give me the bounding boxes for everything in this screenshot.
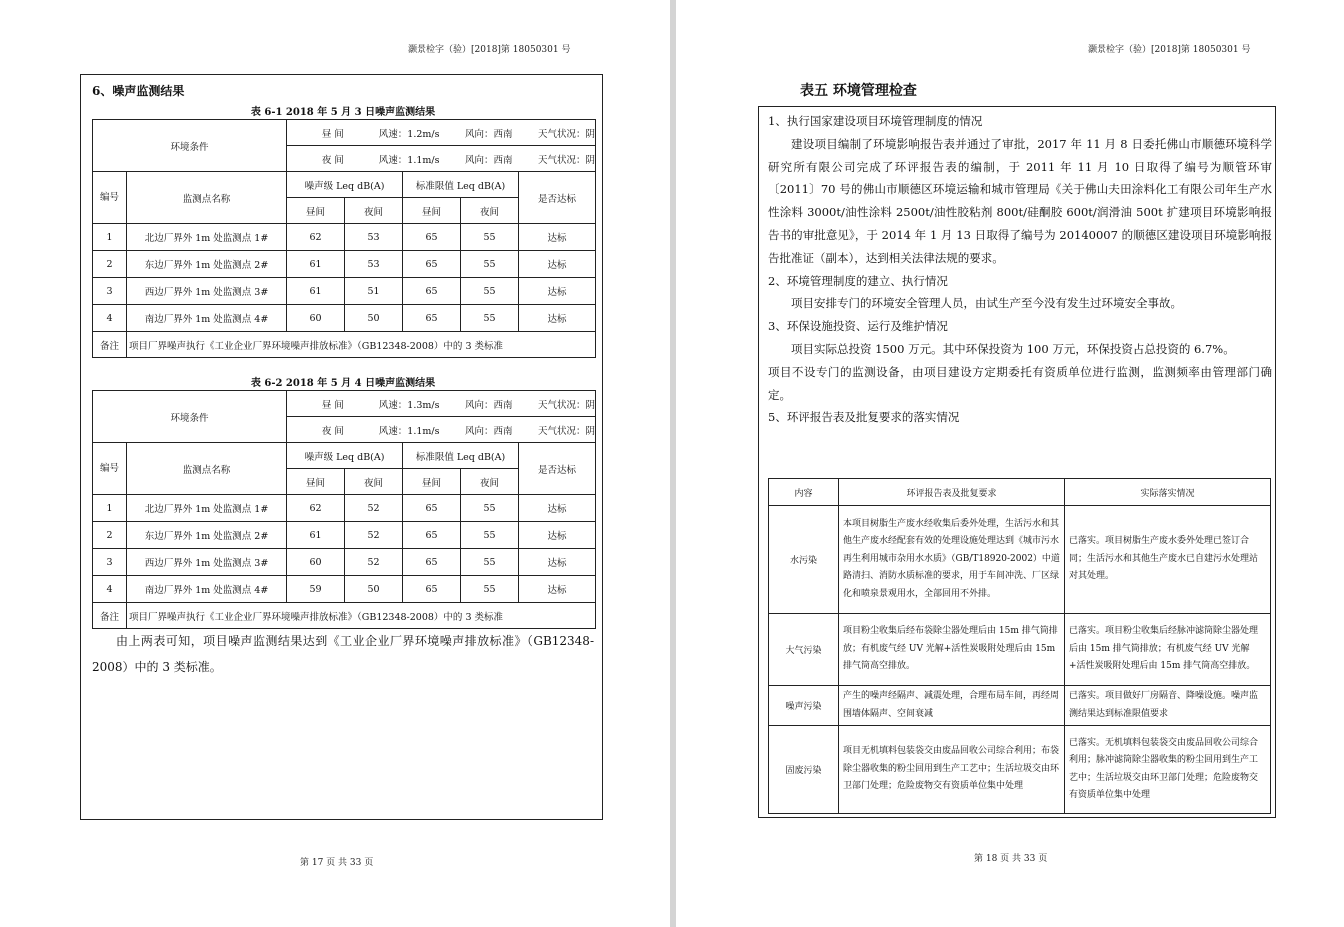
row-item: 水污染 <box>769 506 839 614</box>
col-header-night: 夜间 <box>461 198 519 224</box>
row-no: 4 <box>93 576 127 603</box>
env-requirements-table <box>768 478 1271 814</box>
env-wind-speed: 风速：1.2m/s <box>378 128 440 140</box>
table-row <box>769 614 1271 686</box>
row-night: 52 <box>345 522 403 549</box>
env-wind-speed: 风速：1.3m/s <box>378 399 440 411</box>
note-label: 备注 <box>93 332 127 358</box>
row-limit-day: 65 <box>403 549 461 576</box>
table-row <box>769 686 1271 726</box>
row-day: 60 <box>287 549 345 576</box>
doc-number: 灏景检字（验）[2018]第 18050301 号 <box>408 45 571 55</box>
row-night: 52 <box>345 495 403 522</box>
note-text: 项目厂界噪声执行《工业企业厂界环境噪声排放标准》（GB12348-2008）中的 3 类标准 <box>127 332 596 358</box>
section-title: 6、噪声监测结果 <box>92 84 185 98</box>
s2-body: 项目安排专门的环境安全管理人员，由试生产至今没有发生过环境安全事故。 <box>791 296 1182 311</box>
s1-heading: 1、执行国家建设项目环境管理制度的情况 <box>768 114 983 128</box>
env-period: 夜 间 <box>321 425 344 437</box>
row-actual: 已落实。无机填料包装袋交由废品回收公司综合利用；脉冲滤筒除尘器收集的粉尘回用到生产工艺中；生活垃圾交由环卫部门处理；危险废物交有资质单位集中处理 <box>1065 726 1271 814</box>
s5-heading: 5、环评报告表及批复要求的落实情况 <box>768 410 960 425</box>
col-header-requirement: 环评报告表及批复要求 <box>839 479 1065 506</box>
table-row <box>769 726 1271 814</box>
row-night: 51 <box>345 278 403 305</box>
row-result: 达标 <box>519 251 596 278</box>
row-point: 东边厂界外 1m 处监测点 2# <box>127 522 287 549</box>
col-header-day: 昼间 <box>403 469 461 495</box>
s1-body: 建设项目编制了环境影响报告表并通过了审批，2017 年 11 月 8 日委托佛山市顺德环境科学研究所有限公司完成了环评报告表的编制，于 2011 年 11 月 10 日取得了编号为顺管环审〔2011〕70 号的佛山市顺德区环境运输和城市管理局《关于佛山夫田涂料化工有限公司年生产水性涂料 3000t/油性涂料 2500t/油性胶粘剂 800t/硅酮胶 600t/润滑油 500t 扩建项目环境影响报告书的审批意见》，于 2014 年 1 月 13 日取得了编号为 20140007 的顺德区建设项目环境影响报告批准证（副本），达到相关法律法规的要求。 <box>768 136 1272 265</box>
env-weather: 天气状况：阴 <box>538 399 596 411</box>
col-header-limit: 标准限值 Leq dB(A) <box>403 172 519 198</box>
env-row <box>287 417 596 443</box>
page-footer: 第 18 页 共 33 页 <box>974 854 1048 864</box>
row-limit-night: 55 <box>461 251 519 278</box>
row-night: 52 <box>345 549 403 576</box>
row-limit-night: 55 <box>461 495 519 522</box>
col-header-day: 昼间 <box>287 469 345 495</box>
left-page <box>0 0 670 927</box>
s2-heading: 2、环境管理制度的建立、执行情况 <box>768 273 948 288</box>
table-row <box>93 224 596 251</box>
row-result: 达标 <box>519 224 596 251</box>
row-limit-day: 65 <box>403 495 461 522</box>
row-point: 西边厂界外 1m 处监测点 3# <box>127 278 287 305</box>
table-title: 表 6-2 2018 年 5 月 4 日噪声监测结果 <box>250 378 436 389</box>
row-no: 3 <box>93 278 127 305</box>
col-header-result: 是否达标 <box>519 172 596 224</box>
env-weather: 天气状况：阴 <box>538 128 596 140</box>
env-wind-speed: 风速：1.1m/s <box>378 425 440 437</box>
row-point: 东边厂界外 1m 处监测点 2# <box>127 251 287 278</box>
noise-table-1 <box>92 119 596 358</box>
row-result: 达标 <box>519 305 596 332</box>
env-wind-direction: 风向：西南 <box>464 154 513 166</box>
right-page <box>676 0 1344 927</box>
row-requirement: 本项目树脂生产废水经收集后委外处理，生活污水和其他生产废水经配套有效的处理设施处理达到《城市污水再生利用城市杂用水水质》（GB/T18920-2002）中道路清扫、消防水质标准的要求，用于车间冲洗、厂区绿化和喷泉景观用水，全部回用不外排。 <box>839 506 1065 614</box>
env-row <box>287 146 596 172</box>
row-actual: 已落实。项目做好厂房隔音、降噪设施。噪声监测结果达到标准限值要求 <box>1065 686 1271 726</box>
row-day: 62 <box>287 224 345 251</box>
table-row <box>93 522 596 549</box>
conclusion <box>92 628 594 680</box>
col-header-result: 是否达标 <box>519 443 596 495</box>
s3-body-1: 项目实际总投资 1500 万元。其中环保投资为 100 万元，环保投资占总投资的 6.7%。 <box>791 341 1235 356</box>
col-header-no: 编号 <box>93 172 127 224</box>
row-day: 61 <box>287 251 345 278</box>
table-row <box>93 576 596 603</box>
page-footer: 第 17 页 共 33 页 <box>300 858 374 868</box>
row-result: 达标 <box>519 522 596 549</box>
col-header-point: 监测点名称 <box>127 443 287 495</box>
row-day: 61 <box>287 522 345 549</box>
row-no: 2 <box>93 522 127 549</box>
table-row <box>93 495 596 522</box>
row-day: 62 <box>287 495 345 522</box>
row-point: 南边厂界外 1m 处监测点 4# <box>127 305 287 332</box>
row-limit-day: 65 <box>403 278 461 305</box>
row-result: 达标 <box>519 576 596 603</box>
row-night: 53 <box>345 251 403 278</box>
row-night: 50 <box>345 305 403 332</box>
table-row <box>93 549 596 576</box>
col-header-noise: 噪声级 Leq dB(A) <box>287 443 403 469</box>
col-header-actual: 实际落实情况 <box>1065 479 1271 506</box>
env-wind-direction: 风向：西南 <box>464 128 513 140</box>
col-header-item: 内容 <box>769 479 839 506</box>
env-wind-direction: 风向：西南 <box>464 425 513 437</box>
row-result: 达标 <box>519 549 596 576</box>
row-limit-night: 55 <box>461 224 519 251</box>
row-requirement: 项目粉尘收集后经布袋除尘器处理后由 15m 排气筒排放；有机废气经 UV 光解+活性炭吸附处理后由 15m 排气筒高空排放。 <box>839 614 1065 686</box>
table-row <box>93 251 596 278</box>
table-row <box>93 278 596 305</box>
row-actual: 已落实。项目树脂生产废水委外处理已签订合同；生活污水和其他生产废水已自建污水处理站对其处理。 <box>1065 506 1271 614</box>
row-limit-day: 65 <box>403 251 461 278</box>
env-period: 昼 间 <box>321 399 344 411</box>
row-no: 1 <box>93 224 127 251</box>
row-no: 2 <box>93 251 127 278</box>
row-limit-day: 65 <box>403 522 461 549</box>
row-no: 1 <box>93 495 127 522</box>
row-item: 噪声污染 <box>769 686 839 726</box>
row-limit-night: 55 <box>461 278 519 305</box>
row-limit-night: 55 <box>461 522 519 549</box>
s3-heading: 3、环保设施投资、运行及维护情况 <box>768 319 948 334</box>
col-header-day: 昼间 <box>287 198 345 224</box>
table-row <box>93 305 596 332</box>
row-result: 达标 <box>519 495 596 522</box>
row-night: 50 <box>345 576 403 603</box>
note-label: 备注 <box>93 603 127 629</box>
row-limit-night: 55 <box>461 549 519 576</box>
conclusion-text: 由上两表可知，项目噪声监测结果达到《工业企业厂界环境噪声排放标准》（GB12348-2008）中的 3 类标准。 <box>92 634 594 674</box>
row-no: 3 <box>93 549 127 576</box>
row-requirement: 项目无机填料包装袋交由废品回收公司综合利用；布袋除尘器收集的粉尘回用到生产工艺中；生活垃圾交由环卫部门处理；危险废物交有资质单位集中处理 <box>839 726 1065 814</box>
row-night: 53 <box>345 224 403 251</box>
row-no: 4 <box>93 305 127 332</box>
col-header-noise: 噪声级 Leq dB(A) <box>287 172 403 198</box>
env-label: 环境条件 <box>93 120 287 172</box>
row-point: 北边厂界外 1m 处监测点 1# <box>127 495 287 522</box>
row-limit-day: 65 <box>403 576 461 603</box>
env-wind-speed: 风速：1.1m/s <box>378 154 440 166</box>
row-point: 西边厂界外 1m 处监测点 3# <box>127 549 287 576</box>
doc-number: 灏景检字（验）[2018]第 18050301 号 <box>1088 45 1251 55</box>
row-day: 60 <box>287 305 345 332</box>
row-point: 南边厂界外 1m 处监测点 4# <box>127 576 287 603</box>
table-title: 表 6-1 2018 年 5 月 3 日噪声监测结果 <box>250 107 436 118</box>
s3-body-2: 项目不设专门的监测设备，由项目建设方定期委托有资质单位进行监测，监测频率由管理部门确定。 <box>768 364 1272 402</box>
col-header-no: 编号 <box>93 443 127 495</box>
note-text: 项目厂界噪声执行《工业企业厂界环境噪声排放标准》（GB12348-2008）中的 3 类标准 <box>127 603 596 629</box>
row-requirement: 产生的噪声经隔声、减震处理，合理布局车间，再经周围墙体隔声、空间衰减 <box>839 686 1065 726</box>
col-header-night: 夜间 <box>345 469 403 495</box>
col-header-point: 监测点名称 <box>127 172 287 224</box>
env-period: 昼 间 <box>321 128 344 140</box>
col-header-day: 昼间 <box>403 198 461 224</box>
noise-table-2 <box>92 390 596 629</box>
row-limit-night: 55 <box>461 576 519 603</box>
table-row <box>769 506 1271 614</box>
row-actual: 已落实。项目粉尘收集后经脉冲滤筒除尘器处理后由 15m 排气筒排放；有机废气经 UV 光解+活性炭吸附处理后由 15m 排气筒高空排放。 <box>1065 614 1271 686</box>
col-header-night: 夜间 <box>345 198 403 224</box>
env-row <box>287 120 596 146</box>
col-header-night: 夜间 <box>461 469 519 495</box>
row-item: 大气污染 <box>769 614 839 686</box>
row-day: 59 <box>287 576 345 603</box>
row-item: 固废污染 <box>769 726 839 814</box>
env-wind-direction: 风向：西南 <box>464 399 513 411</box>
page-title: 表五 环境管理检查 <box>800 83 917 99</box>
row-day: 61 <box>287 278 345 305</box>
row-limit-day: 65 <box>403 305 461 332</box>
row-limit-day: 65 <box>403 224 461 251</box>
row-point: 北边厂界外 1m 处监测点 1# <box>127 224 287 251</box>
env-label: 环境条件 <box>93 391 287 443</box>
row-limit-night: 55 <box>461 305 519 332</box>
env-period: 夜 间 <box>321 154 344 166</box>
col-header-limit: 标准限值 Leq dB(A) <box>403 443 519 469</box>
body-text <box>768 110 1272 429</box>
env-row <box>287 391 596 417</box>
row-result: 达标 <box>519 278 596 305</box>
env-weather: 天气状况：阴 <box>538 425 596 437</box>
env-weather: 天气状况：阴 <box>538 154 596 166</box>
